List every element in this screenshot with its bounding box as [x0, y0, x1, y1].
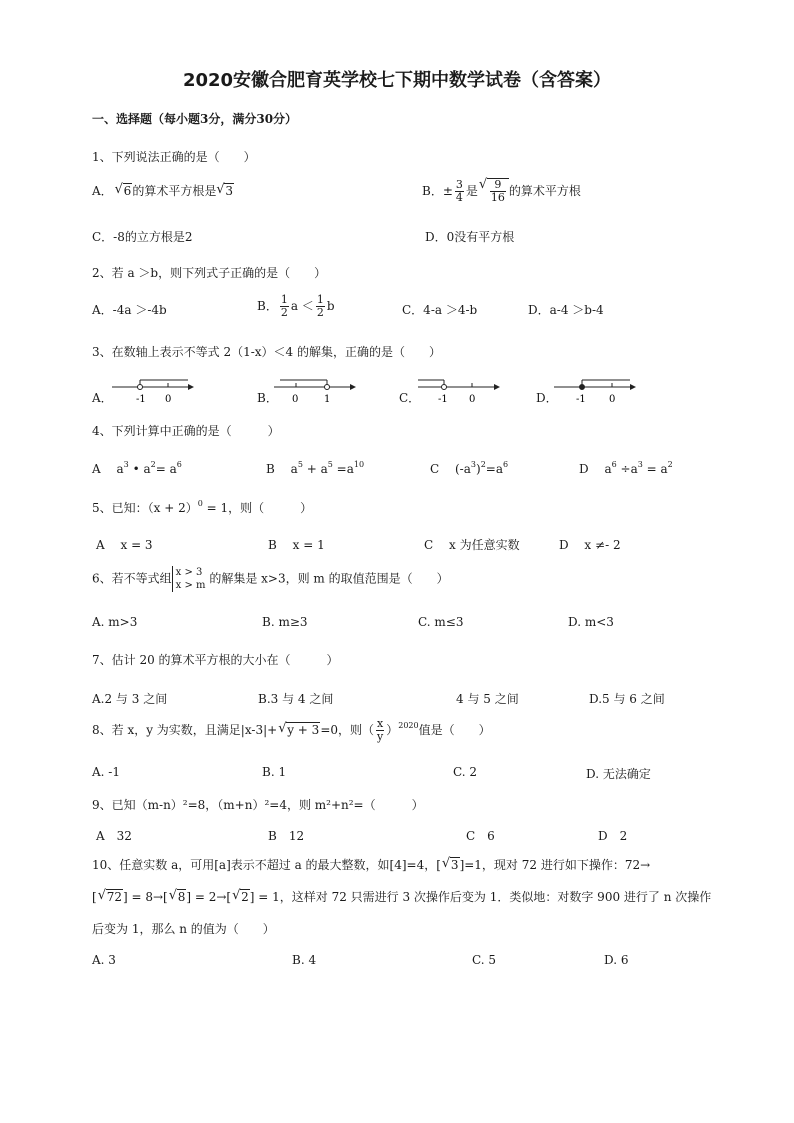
q1-option-a	[92, 182, 234, 199]
q3-a-tick-1: -1	[136, 394, 146, 405]
q8-frac-num: x	[377, 717, 384, 730]
q8-stem-close: ）	[386, 723, 399, 737]
q5-option-b: B x = 1	[268, 538, 325, 552]
q10-option-d: D. 6	[604, 953, 629, 967]
q7-option-d: D.5 与 6 之间	[589, 692, 665, 706]
q3-number-line-c	[416, 376, 500, 406]
q10-line1-pre: 10、任意实数 a，可用[a]表示不超过 a 的最大整数，如[4]=4，[	[92, 858, 441, 872]
q3-b-tick-2: 1	[324, 394, 331, 405]
q10-radical-8: √ 8	[177, 889, 187, 904]
q8-option-d: D. 无法确定	[586, 767, 651, 781]
q5-stem-post: = 1，则（ ）	[202, 501, 313, 515]
q8-stem-mid: =0，则（	[320, 723, 375, 737]
question-10-line-3: 后变为 1，那么 n 的值为（ ）	[92, 922, 275, 936]
q1-b-fraction	[455, 179, 464, 204]
q10-option-b: B. 4	[292, 953, 317, 967]
q10-option-a: A. 3	[92, 953, 116, 967]
question-5-stem	[92, 499, 312, 516]
q3-d-tick-1: -1	[576, 394, 586, 405]
q5-stem-pre: 5、已知：（x + 2）	[92, 501, 198, 515]
q3-option-b: B．	[257, 391, 278, 405]
q3-number-line-a	[110, 376, 194, 406]
q4-option-a: A $a^3$ • $a^2= a^6$	[92, 460, 182, 476]
q3-a-tick-2: 0	[165, 394, 172, 405]
q8-fraction	[376, 718, 384, 743]
question-2-stem: 2、若 a ＞b，则下列式子正确的是（ ）	[92, 266, 327, 280]
q1-b-denominator: 4	[455, 191, 463, 204]
q1-b-radical	[487, 178, 509, 204]
question-10-line-1	[92, 856, 650, 873]
q4-a-label: A	[92, 462, 101, 476]
q4-c-label: C	[430, 462, 440, 476]
q3-option-c: C．	[399, 391, 421, 405]
q10-radical-72: √ 72	[106, 889, 123, 904]
q1-a-radical-2: √ 3	[224, 183, 234, 198]
q7-option-c: 4 与 5 之间	[456, 692, 519, 706]
question-3-stem: 3、在数轴上表示不等式 2（1-x）＜4 的解集，正确的是（ ）	[92, 345, 441, 359]
q10-l2-p4: ] = 1，这样对 72 只需进行 3 次操作后变为 1．类似地：对数字 900 进行了 n 次操作	[249, 890, 712, 904]
q10-l2-p2: ] = 8→[	[122, 890, 168, 904]
q4-option-b: B $a^5 + a^5 =a^{10}$	[266, 460, 365, 476]
page-title: 2020安徽合肥育英学校七下期中数学试卷（含答案）	[182, 70, 612, 91]
q1-b-radical-num: √ 9	[490, 179, 506, 192]
q8-radical: √ y + 3	[286, 722, 320, 737]
q2-option-b	[257, 294, 335, 319]
q6-stem-pre: 6、若不等式组	[92, 571, 172, 586]
q4-option-c: C $(-a^3)^2=a^6$	[430, 460, 509, 476]
question-9-stem: 9、已知（m-n）²=8，（m+n）²=4，则 m²+n²=（ ）	[92, 798, 424, 812]
question-10-line-2	[92, 888, 711, 905]
q5-exponent: 0	[197, 499, 203, 508]
q8-frac-den: y	[377, 730, 384, 743]
q8-exponent: 2020	[398, 721, 419, 730]
q3-d-tick-2: 0	[609, 394, 616, 405]
q3-c-tick-2: 0	[469, 394, 476, 405]
q8-option-c: C. 2	[453, 765, 478, 779]
q2-b-label: B．	[257, 299, 278, 313]
q6-option-a: A. m>3	[92, 615, 138, 629]
q8-stem-post: 值是（ ）	[418, 723, 491, 737]
q10-option-c: C. 5	[472, 953, 497, 967]
q10-l2-p1: [	[92, 890, 97, 904]
q2-option-d: D．a-4 ＞b-4	[528, 303, 604, 317]
q8-stem-pre: 8、若 x，y 为实数，且满足|x-3|+	[92, 723, 278, 737]
q5-option-d: D x ≠- 2	[559, 538, 621, 552]
q9-option-a: A 32	[96, 829, 132, 843]
q3-number-line-d	[552, 376, 636, 406]
q4-option-d: D $a^6 \div a^3 = a^2$	[579, 460, 673, 476]
q2-b-num-1: 1	[280, 293, 288, 306]
q1-a-label: A．	[92, 184, 113, 198]
q1-option-b	[422, 178, 581, 204]
question-8-stem	[92, 718, 491, 743]
q2-b-fraction-1	[280, 294, 289, 319]
q1-a-radical-1: √ 6	[123, 183, 133, 198]
q1-b-pm: ±	[442, 184, 453, 198]
q2-option-a: A．-4a ＞-4b	[92, 303, 167, 317]
q8-option-a: A. -1	[92, 765, 120, 779]
section-heading: 一、选择题（每小题3分，满分30分）	[92, 112, 298, 126]
q2-option-c: C．4-a ＞4-b	[402, 303, 478, 317]
q2-b-num-2: 1	[316, 293, 324, 306]
q1-option-c: C．-8的立方根是2	[92, 230, 193, 244]
q4-b-label: B	[266, 462, 275, 476]
q1-a-text: 的算术平方根是	[132, 184, 217, 198]
q6-system-line-2: x > m	[175, 580, 206, 591]
q9-option-b: B 12	[268, 829, 305, 843]
q6-system-line-1: x > 3	[175, 567, 203, 578]
question-4-stem: 4、下列计算中正确的是（ ）	[92, 424, 280, 438]
q2-b-fraction-2	[316, 294, 325, 319]
q2-b-den-2: 2	[316, 306, 324, 319]
q6-option-d: D. m<3	[568, 615, 614, 629]
q6-option-c: C. m≤3	[418, 615, 464, 629]
q7-option-b: B.3 与 4 之间	[258, 692, 334, 706]
q9-option-d: D 2	[598, 829, 628, 843]
q10-l2-p3: ] = 2→[	[186, 890, 232, 904]
q6-inequality-system	[172, 566, 206, 592]
question-7-stem: 7、估计 20 的算术平方根的大小在（ ）	[92, 653, 339, 667]
q5-option-c: C x 为任意实数	[424, 538, 520, 552]
q10-radical-2: √ 2	[240, 889, 250, 904]
q2-b-den-1: 2	[280, 306, 288, 319]
question-6-stem	[92, 566, 449, 592]
q10-radical-3: √ 3	[450, 857, 460, 872]
q3-option-a: A．	[92, 391, 113, 405]
q1-b-radical-fraction	[490, 179, 506, 204]
q1-b-tail: 的算术平方根	[508, 184, 581, 198]
q10-line1-post: ]=1，现对 72 进行如下操作：72→	[459, 858, 651, 872]
q9-option-c: C 6	[466, 829, 495, 843]
q1-b-mid: 是	[465, 184, 478, 198]
q1-b-radical-den: 16	[490, 191, 505, 204]
q2-b-tail: b	[326, 299, 335, 313]
q1-b-numerator: 3	[455, 178, 463, 191]
q5-option-a: A x = 3	[96, 538, 153, 552]
q2-b-mid: a ＜	[290, 299, 314, 313]
q6-stem-post: 的解集是 x>3，则 m 的取值范围是（ ）	[209, 571, 449, 586]
q8-option-b: B. 1	[262, 765, 287, 779]
q6-option-b: B. m≥3	[262, 615, 308, 629]
q3-b-tick-1: 0	[292, 394, 299, 405]
q3-option-d: D．	[536, 391, 558, 405]
q3-number-line-b	[272, 376, 356, 406]
q1-b-label: B．	[422, 184, 443, 198]
q7-option-a: A.2 与 3 之间	[92, 692, 168, 706]
question-1-stem: 1、下列说法正确的是（ ）	[92, 150, 256, 164]
q4-d-label: D	[579, 462, 589, 476]
q3-c-tick-1: -1	[438, 394, 448, 405]
q1-option-d: D．0没有平方根	[425, 230, 515, 244]
